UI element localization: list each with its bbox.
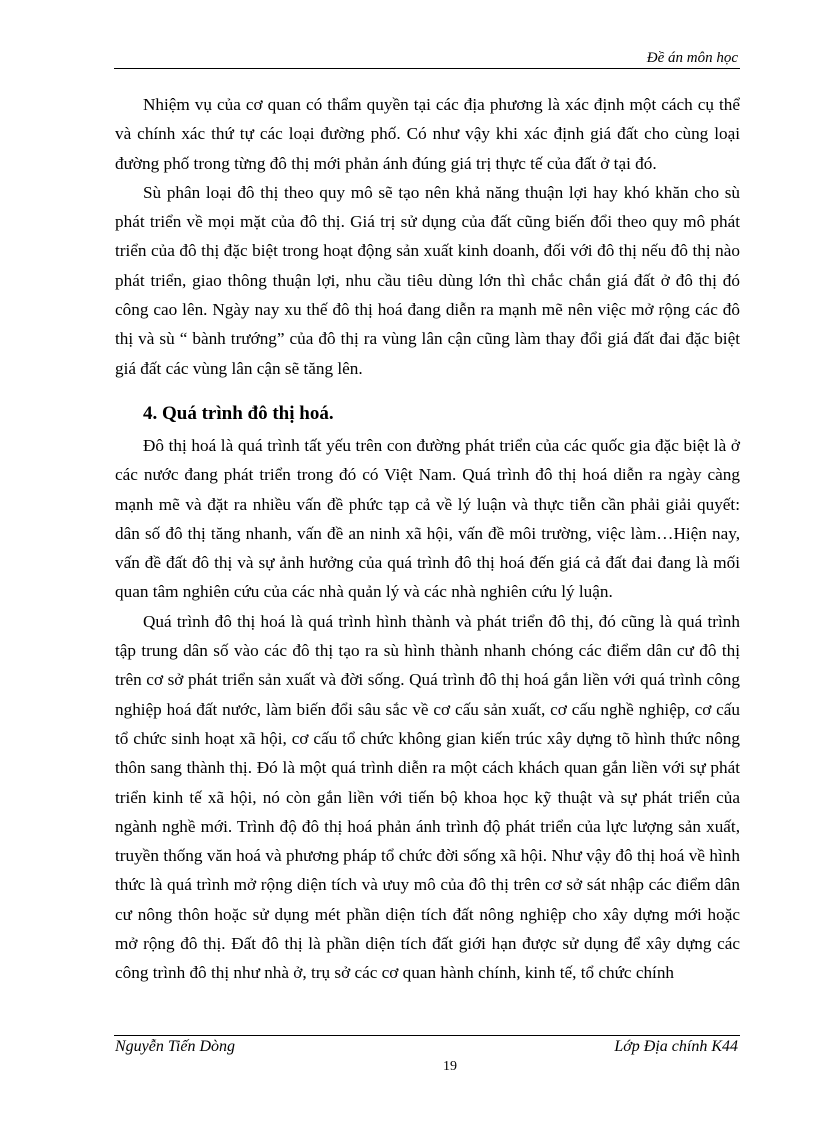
page-number: 19 [443,1059,457,1074]
footer-class: Lớp Địa chính K44 [614,1038,738,1055]
paragraph: Nhiệm vụ của cơ quan có thẩm quyền tại các địa phương là xác định một cách cụ thể và chính xác thứ tự các loại đường phố. Có như vậy khi xác định giá đất cho cùng loại đường phố trong từng đô thị mới phản ánh đúng giá trị thực tế của đất ở tại đó. [115,95,740,173]
header-divider [114,68,740,69]
body-text [115,90,740,988]
header-title: Đề án môn học [646,50,738,66]
paragraph: Đô thị hoá là quá trình tất yếu trên con đường phát triển của các quốc gia đặc biệt là ở các nước đang phát triển trong đó có Việt Nam. Quá trình đô thị hoá diễn ra ngày càng mạnh mẽ và đặt ra nhiều vấn đề phức tạp cả về lý luận và thực tiễn cần phải giải quyết: dân số đô thị tăng nhanh, vấn đề an ninh xã hội, vấn đề môi trường, việc làm…Hiện nay, vấn đề đất đô thị và sự ảnh hưởng của quá trình đô thị hoá đến giá cả đất đai đang là mối quan tâm nghiên cứu của các nhà quản lý và các nhà nghiên cứu lý luận. [115,435,740,602]
footer-divider [114,1035,740,1036]
paragraph: Sù phân loại đô thị theo quy mô sẽ tạo nên khả năng thuận lợi hay khó khăn cho sù phát triển về mọi mặt của đô thị. Giá trị sử dụng của đất cũng biến đổi theo quy mô phát triển của đô thị đặc biệt trong hoạt động sản xuất kinh doanh, đối với đô thị nếu đô thị nào phát triển, giao thông thuận lợi, nhu cầu tiêu dùng lớn thì chắc chắn giá đất ở đô thị đó công cao lên. Ngày nay xu thế đô thị hoá đang diễn ra mạnh mẽ nên việc mở rộng các đô thị và sù “ bành trướng” của đô thị ra vùng lân cận cũng làm thay đổi giá đất đai đặc biệt giá đất các vùng lân cận sẽ tăng lên. [115,182,740,378]
paragraph: Quá trình đô thị hoá là quá trình hình thành và phát triển đô thị, đó cũng là quá trình tập trung dân số vào các đô thị tạo ra sù hình thành nhanh chóng các điểm dân cư đô thị trên cơ sở phát triển sản xuất và đời sống. Quá trình đô thị hoá gắn liền với quá trình công nghiệp hoá đất nước, làm biến đổi sâu sắc về cơ cấu sản xuất, cơ cấu nghề nghiệp, cơ cấu tổ chức sinh hoạt xã hội, cơ cấu tổ chức không gian kiến trúc xây dựng tõ hình thức nông thôn sang thành thị. Đó là một quá trình diễn ra một cách khách quan gắn liền với sự phát triển kinh tế xã hội, nó còn gắn liền với tiến bộ khoa học kỹ thuật và sự phát triển của ngành nghề mới. Trình độ đô thị hoá phản ánh trình độ phát triển của lực lượng sản xuất, truyền thống văn hoá và phương pháp tổ chức đời sống xã hội. Như vậy đô thị hoá về hình thức là quá trình mở rộng diện tích và ưuy mô của đô thị trên cơ sở sát nhập các điểm dân cư nông thôn hoặc sử dụng mét phần diện tích đất nông nghiệp cho xây dựng mới hoặc mở rộng đô thị. Đất đô thị là phần diện tích đất giới hạn được sử dụng để xây dựng các công trình đô thị như nhà ở, trụ sở các cơ quan hành chính, kinh tế, tổ chức chính [115,611,740,983]
footer-author: Nguyễn Tiến Dòng [115,1038,235,1055]
section-heading: 4. Quá trình đô thị hoá. [143,402,334,424]
